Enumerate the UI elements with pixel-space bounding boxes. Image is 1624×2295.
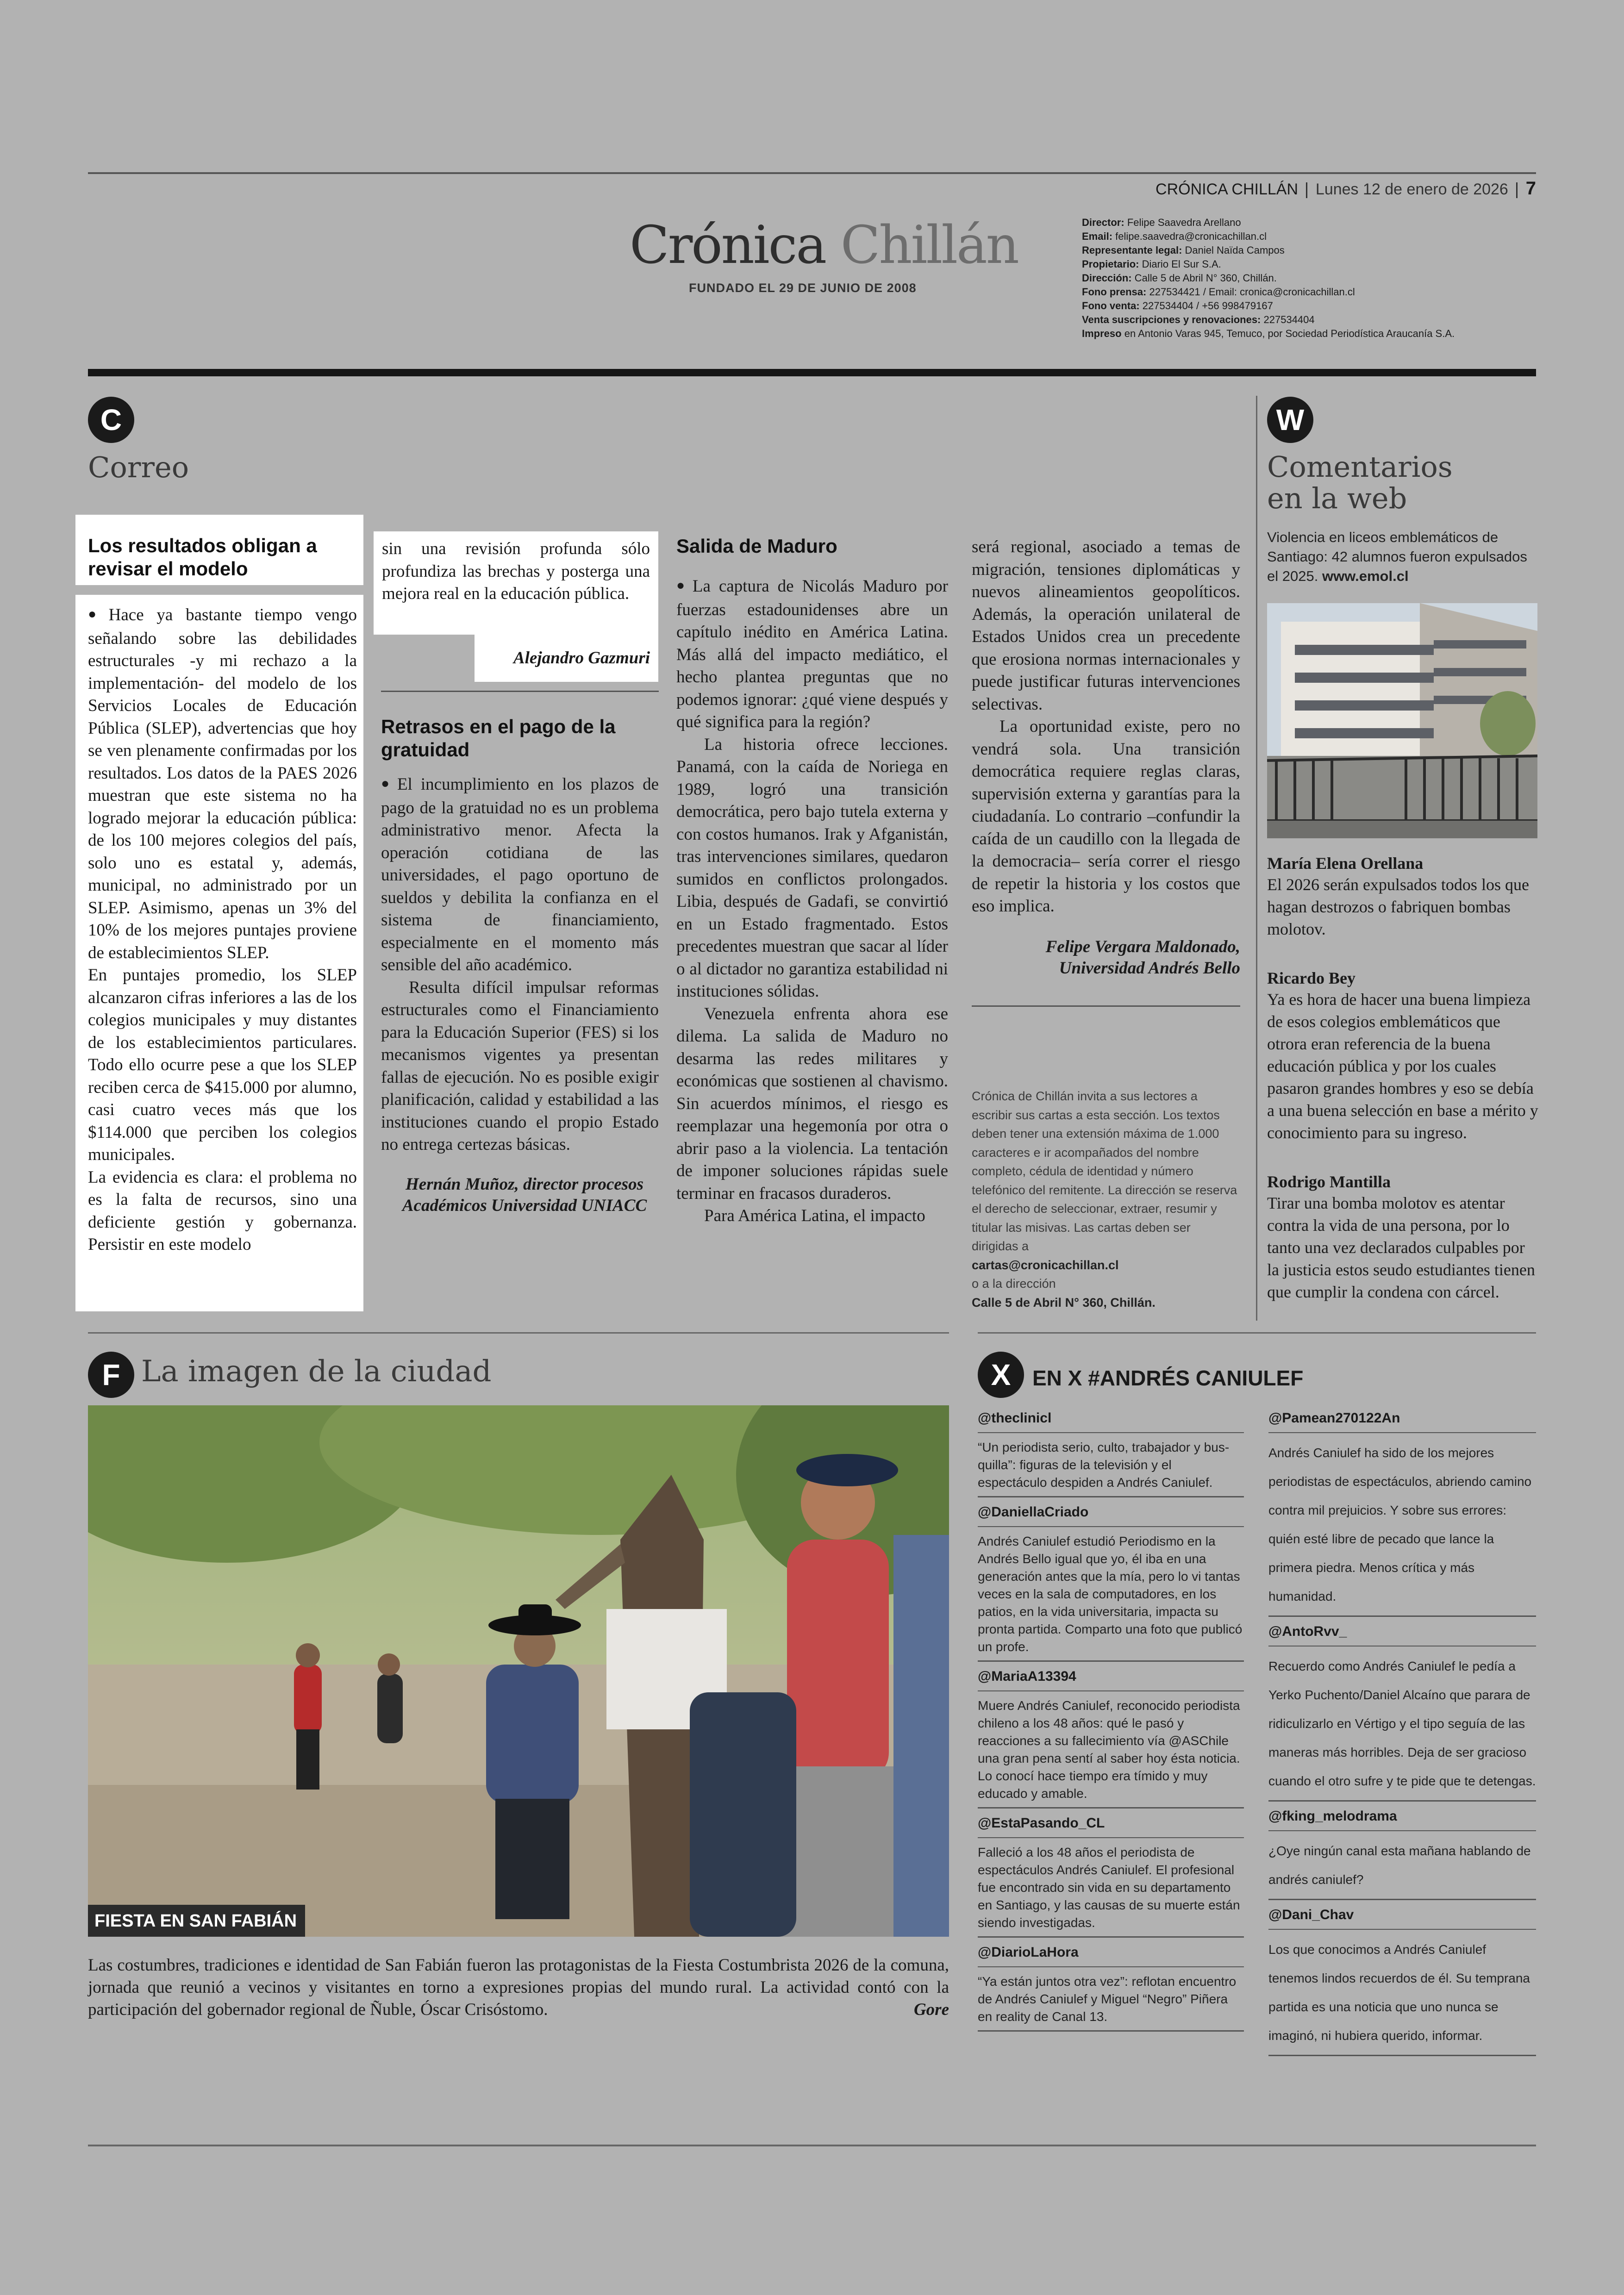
tweet-divider — [978, 1496, 1244, 1497]
twitter-title: EN X #ANDRÉS CANIULEF — [1032, 1366, 1304, 1390]
comment-author: María Elena Orellana — [1267, 854, 1424, 873]
photo-credit: Gore — [913, 2000, 949, 2019]
tweet-handle[interactable]: @Dani_Chav — [1268, 1907, 1354, 1922]
tweet-handle[interactable]: @EstaPasando_CL — [978, 1815, 1105, 1831]
tweet-text: Recuerdo como Andrés Caniulef le pedía a Yerko Puchento/Daniel Alcaíno que parara de ridiculizarlo en Vértigo y el tipo seguía de las maneras más horribles. Deja de ser gracioso cuando el otro sufre y te pide que te detengas. — [1268, 1659, 1536, 1788]
comentarios-title-1: Comentarios — [1267, 450, 1453, 484]
tweet-handle[interactable]: @DiarioLaHora — [978, 1945, 1079, 1960]
credit-label: Venta suscripciones y renovaciones: — [1082, 314, 1261, 325]
photo-label: FIESTA EN SAN FABIÁN — [88, 1905, 305, 1937]
school-photo — [1267, 603, 1537, 838]
credit-line — [1082, 216, 1545, 230]
letter1-title: Los resultados obligan a revisar el modelo — [88, 535, 317, 580]
tweet-divider — [978, 1432, 1244, 1433]
credit-label: Dirección: — [1082, 272, 1132, 284]
letter2-p2: Resulta difícil impulsar reformas estructurales como el Financiamiento para la Educación Superior (FES) si los mecanismos vigentes ya presentan fallas de ejecución. No es posible exigir planificación, calidad y estabilidad a las instituciones cuando el propio Estado no entrega certezas básicas. — [381, 978, 659, 1154]
tweet — [978, 1814, 1244, 1938]
letter1-p4: sin una revisión profunda sólo profundiza las brechas y posterga una mejora real en la educación pública. — [382, 539, 650, 603]
letter2-p1: ● El incumplimiento en los plazos de pago de la gratuidad no es un problema administrativo menor. Afecta la operación cotidiana de las universidades, el pago oportuno de sueldos y debilita la confianza en el sistema de financiamiento, especialmente en el momento más sensible del año académico. — [381, 773, 659, 977]
credit-label: Propietario: — [1082, 258, 1139, 270]
tweet-divider — [978, 1966, 1244, 1967]
tweet-divider — [1268, 1800, 1536, 1802]
column-separator — [1256, 396, 1257, 1321]
twitter-badge: X — [978, 1352, 1024, 1398]
comentarios-title — [1267, 451, 1453, 514]
credit-label: Impreso — [1082, 328, 1122, 339]
comment-author: Ricardo Bey — [1267, 969, 1355, 987]
founded-date: FUNDADO EL 29 DE JUNIO DE 2008 — [689, 281, 917, 295]
photo-caption — [88, 1954, 949, 2021]
tweet-divider — [1268, 1615, 1536, 1617]
tweet-text: ¿Oye ningún canal esta mañana hablando de andrés caniulef? — [1268, 1844, 1531, 1887]
school-building-illustration — [1267, 603, 1537, 838]
fiesta-photo — [88, 1405, 949, 1937]
comment — [1267, 968, 1540, 1144]
letter3-p5: será regional, asociado a temas de migración, tensiones diplomáticas y nuevos alineamientos geopolíticos. Además, la operación unilateral de Estados Unidos crea un precedente que erosiona normas internacionales y puede justificar futuras intervenciones selectivas. — [972, 537, 1240, 714]
tweet-divider — [1268, 1432, 1536, 1433]
tweet-divider — [978, 2030, 1244, 2032]
credit-value: Felipe Saavedra Arellano — [1127, 217, 1241, 228]
col4-divider — [972, 1005, 1240, 1007]
tweet-divider — [1268, 1899, 1536, 1900]
masthead-light: Chillán — [840, 215, 1018, 275]
letter3-title: Salida de Maduro — [676, 535, 837, 557]
tweet-divider — [1268, 1830, 1536, 1831]
caption-text: Las costumbres, tradiciones e identidad de San Fabián fueron las protagonistas de la Fiesta Costumbrista 2026 de la comuna, jornada que reunió a vecinos y visitantes en torno a expresiones propias del mundo rural. La actividad contó con la participación del gobernador regional de Ñuble, Óscar Crisóstomo. — [88, 1956, 949, 2019]
credit-value: 227534404 — [1263, 314, 1315, 325]
letter2-signature — [381, 1174, 659, 1216]
tweets-left — [978, 1409, 1244, 2037]
credit-line — [1082, 327, 1545, 341]
comment — [1267, 1172, 1540, 1303]
credit-label: Email: — [1082, 231, 1113, 242]
tweet-divider — [978, 1660, 1244, 1662]
credit-line — [1082, 257, 1545, 271]
credit-value: 227534421 / Email: cronica@cronicachillan.cl — [1149, 286, 1355, 298]
page-bottom-rule — [88, 2145, 1536, 2146]
top-rule — [88, 172, 1536, 174]
comentarios-badge: W — [1267, 397, 1313, 443]
masthead — [630, 215, 1018, 275]
credit-value: Daniel Naïda Campos — [1185, 244, 1285, 256]
letters-notice — [972, 1087, 1240, 1312]
tweet-text: Andrés Caniulef estudió Periodismo en la Andrés Bello igual que yo, él iba en una generación antes que la mía, pero lo vi tantas veces en la sala de computadores, en los patios, en la vida universitaria, impacta su pronta partida. Comparto una foto que publicó un profe. — [978, 1534, 1243, 1654]
tweet — [978, 1943, 1244, 2032]
correo-title: Correo — [88, 450, 189, 484]
tweet — [978, 1667, 1244, 1809]
comment-text: Tirar una bomba molotov es atentar contra la vida de una persona, por lo tanto una vez declarados culpables por la justicia estos seudo estudiantes tienen que cumplir la condena con cárcel. — [1267, 1194, 1535, 1301]
notice-or: o a la dirección — [972, 1277, 1056, 1291]
letter3-signature — [972, 936, 1240, 979]
credit-line — [1082, 299, 1545, 313]
letter3-continued — [972, 536, 1240, 979]
tweet-divider — [1268, 2055, 1536, 2056]
credit-line — [1082, 313, 1545, 327]
lead-link[interactable]: www.emol.cl — [1322, 568, 1409, 584]
letter2-signature-2: Académicos Universidad UNIACC — [402, 1196, 647, 1215]
bottom-section-rule-left — [88, 1332, 949, 1334]
tweet-handle[interactable]: @MariaA13394 — [978, 1669, 1076, 1684]
fiesta-illustration — [88, 1405, 949, 1937]
tweet-handle[interactable]: @fking_melodrama — [1268, 1809, 1397, 1824]
letter3-signature-1: Felipe Vergara Maldonado, — [1045, 937, 1240, 956]
tweet-text: “Un periodista serio, culto, trabajador y bus-quilla”: figuras de la televisión y el espectáculo despiden a Andrés Caniulef. — [978, 1440, 1230, 1490]
credit-label: Fono prensa: — [1082, 286, 1147, 298]
correo-badge: C — [88, 397, 134, 443]
lead-text: Violencia en liceos emblemáticos de Santiago: 42 alumnos fueron expulsados el 2025. — [1267, 529, 1527, 584]
header-bar — [88, 369, 1536, 376]
comentarios-lead — [1267, 528, 1538, 586]
credit-line — [1082, 230, 1545, 243]
letter3-p1: ● La captura de Nicolás Maduro por fuerzas estadounidenses abre un capítulo inédito en América Latina. Más allá del impacto mediático, el hecho plantea preguntas que no podemos ignorar: ¿qué viene después y qué significa para la región? — [676, 575, 948, 734]
tweet-handle[interactable]: @AntoRvv_ — [1268, 1624, 1347, 1639]
credit-label: Representante legal: — [1082, 244, 1182, 256]
letter1-signature: Alejandro Gazmuri — [513, 649, 650, 667]
tweet — [978, 1409, 1244, 1497]
dateline-date: Lunes 12 de enero de 2026 — [1315, 181, 1508, 198]
letter2 — [381, 715, 659, 1216]
letter3-p3: Venezuela enfrenta ahora ese dilema. La salida de Maduro no desarma las redes militares y económicas que sostienen al chavismo. Sin acuerdos mínimos, el riesgo es reemplazar una hegemonía por otra o abrir paso a la violencia. La tentación de imponer soluciones rápidas suele terminar en fracasos duraderos. — [676, 1004, 948, 1203]
tweet-handle[interactable]: @theclinicl — [978, 1410, 1052, 1426]
tweet-handle[interactable]: @DaniellaCriado — [978, 1504, 1089, 1520]
bottom-section-rule-right — [978, 1332, 1536, 1334]
col2-divider — [381, 691, 659, 692]
tweet-divider — [978, 1807, 1244, 1809]
letter1-title-box — [75, 515, 363, 585]
credit-value: 227534404 / +56 998479167 — [1142, 300, 1273, 312]
imagen-badge: F — [88, 1352, 134, 1398]
letter3-p4: Para América Latina, el impacto — [704, 1206, 925, 1225]
tweet — [1268, 1906, 1536, 2056]
credit-label: Director: — [1082, 217, 1124, 228]
credit-line — [1082, 243, 1545, 257]
letter1-signature-box — [475, 635, 658, 682]
credits-block — [1082, 216, 1545, 341]
tweet-text: Los que conocimos a Andrés Caniulef tenemos lindos recuerdos de él. Su temprana partida es una noticia que uno nunca se imaginó, ni hubiera querido, informar. — [1268, 1942, 1530, 2043]
dateline-paper: CRÓNICA CHILLÁN — [1156, 181, 1299, 198]
notice-text: Crónica de Chillán invita a sus lectores a escribir sus cartas a esta sección. Los textos deben tener una extensión máxima de 1.000 caracteres e ir acompañados del nombre completo, cédula de identidad y número telefónico del remitente. La dirección se reserva el derecho de seleccionar, extraer, resumir y titular las misivas. Las cartas deben ser dirigidas a — [972, 1089, 1237, 1253]
tweet-text: “Ya están juntos otra vez”: reflotan encuentro de Andrés Caniulef y Miguel “Negro” Piñera en reality de Canal 13. — [978, 1974, 1237, 2024]
letter3-p6: La oportunidad existe, pero no vendrá sola. Una transición democrática requiere reglas claras, supervisión externa y garantías para la ciudadanía. Lo contrario –confundir la caída de un caudillo con la llegada de la democracia– sería correr el riesgo de repetir la historia y los costos que eso implica. — [972, 717, 1240, 916]
letter2-signature-1: Hernán Muñoz, director procesos — [406, 1174, 643, 1194]
dateline — [1156, 178, 1536, 199]
letter1-continued-box — [374, 531, 658, 635]
letter3-p2: La historia ofrece lecciones. Panamá, con la caída de Noriega en 1989, logró una transición democrática, pero bajo tutela externa y con costos humanos. Irak y Afganistán, tras intervenciones similares, quedaron sumidos en conflictos prolongados. Libia, después de Gadafi, se convirtió en un Estado fragmentado. Estos precedentes muestran que sacar al líder o al dictador no garantiza estabilidad ni instituciones sólidas. — [676, 735, 948, 1001]
comments-list — [1267, 853, 1540, 1331]
tweet — [1268, 1807, 1536, 1900]
credit-line — [1082, 285, 1545, 299]
comentarios-title-2: en la web — [1267, 481, 1407, 515]
tweet-text: Falleció a los 48 años el periodista de espectáculos Andrés Caniulef. El profesional fue encontrado sin vida en su departamento en Santiago, y las causas de su muerte están siendo investigadas. — [978, 1845, 1240, 1930]
tweet-handle[interactable]: @Pamean270122An — [1268, 1410, 1400, 1426]
tweet-divider — [978, 1690, 1244, 1691]
letter1-body-box — [75, 595, 363, 1311]
tweet-divider — [978, 1936, 1244, 1938]
credit-label: Fono venta: — [1082, 300, 1140, 312]
notice-email[interactable]: cartas@cronicachillan.cl — [972, 1258, 1119, 1272]
tweet-divider — [978, 1526, 1244, 1527]
credit-value: Diario El Sur S.A. — [1142, 258, 1221, 270]
letter2-title: Retrasos en el pago de la gratuidad — [381, 716, 616, 761]
comment-author: Rodrigo Mantilla — [1267, 1172, 1391, 1191]
comment — [1267, 853, 1540, 940]
letter1-p3: La evidencia es clara: el problema no es la falta de recursos, sino una deficiente gestión y gobernanza. Persistir en este modelo — [88, 1167, 357, 1254]
tweet-text: Andrés Caniulef ha sido de los mejores periodistas de espectáculos, abriendo camino contra mil prejuicios. Y sobre sus errores: quién esté libre de pecado que lance la primera piedra. Menos crítica y más humanidad. — [1268, 1446, 1532, 1603]
tweet-text: Muere Andrés Caniulef, reconocido periodista chileno a los 48 años: qué le pasó y reacciones a su fallecimiento vía @ASChile una gran pena sentí al saber hoy ésta noticia. Lo conocí hace tiempo era tímido y muy educado y amable. — [978, 1698, 1240, 1801]
tweet — [1268, 1622, 1536, 1802]
letter3-signature-2: Universidad Andrés Bello — [1059, 958, 1240, 978]
letter3 — [676, 535, 948, 1228]
tweet-divider — [978, 1837, 1244, 1838]
credit-line — [1082, 271, 1545, 285]
tweet — [1268, 1409, 1536, 1617]
tweet — [978, 1503, 1244, 1662]
comment-text: El 2026 serán expulsados todos los que hagan destrozos o fabriquen bombas molotov. — [1267, 875, 1529, 938]
masthead-dark: Crónica — [630, 215, 826, 275]
letter1-p1: ● Hace ya bastante tiempo vengo señalando sobre las debilidades estructurales -y mi rechazo a la implementación- del modelo de los Servicios Locales de Educación Pública (SLEP), advertencias que hoy se ven plenamente confirmadas por los resultados. Los datos de la PAES 2026 muestran que este sistema no ha logrado mejorar la educación pública: de los 100 mejores colegios del país, solo uno es estatal y, además, municipal, no administrado por un SLEP. Asimismo, apenas un 3% del 10% de los mejores puntajes proviene de establecimientos SLEP. — [88, 604, 357, 964]
tweets-right — [1268, 1409, 1536, 2062]
imagen-title: La imagen de la ciudad — [141, 1354, 492, 1389]
page-number: 7 — [1525, 178, 1536, 199]
credit-value: en Antonio Varas 945, Temuco, por Sociedad Periodística Araucanía S.A. — [1124, 328, 1455, 339]
tweet-divider — [1268, 1929, 1536, 1930]
comment-text: Ya es hora de hacer una buena limpieza de esos colegios emblemáticos que otrora eran referencia de la buena educación pública y por los cuales pasaron grandes hombres y eso se debía a una buena selección en base a mérito y conocimiento para su ingreso. — [1267, 990, 1538, 1142]
notice-address: Calle 5 de Abril N° 360, Chillán. — [972, 1295, 1156, 1310]
credit-value: Calle 5 de Abril N° 360, Chillán. — [1134, 272, 1277, 284]
letter1-p2: En puntajes promedio, los SLEP alcanzaron cifras inferiores a las de los colegios municipales y muy distantes de los establecimientos particulares. Todo ello ocurre pese a que los SLEP reciben cerca de $415.000 por alumno, casi cuatro veces más que los $114.000 que perciben los colegios municipales. — [88, 966, 357, 1164]
credit-value: felipe.saavedra@cronicachillan.cl — [1115, 231, 1267, 242]
